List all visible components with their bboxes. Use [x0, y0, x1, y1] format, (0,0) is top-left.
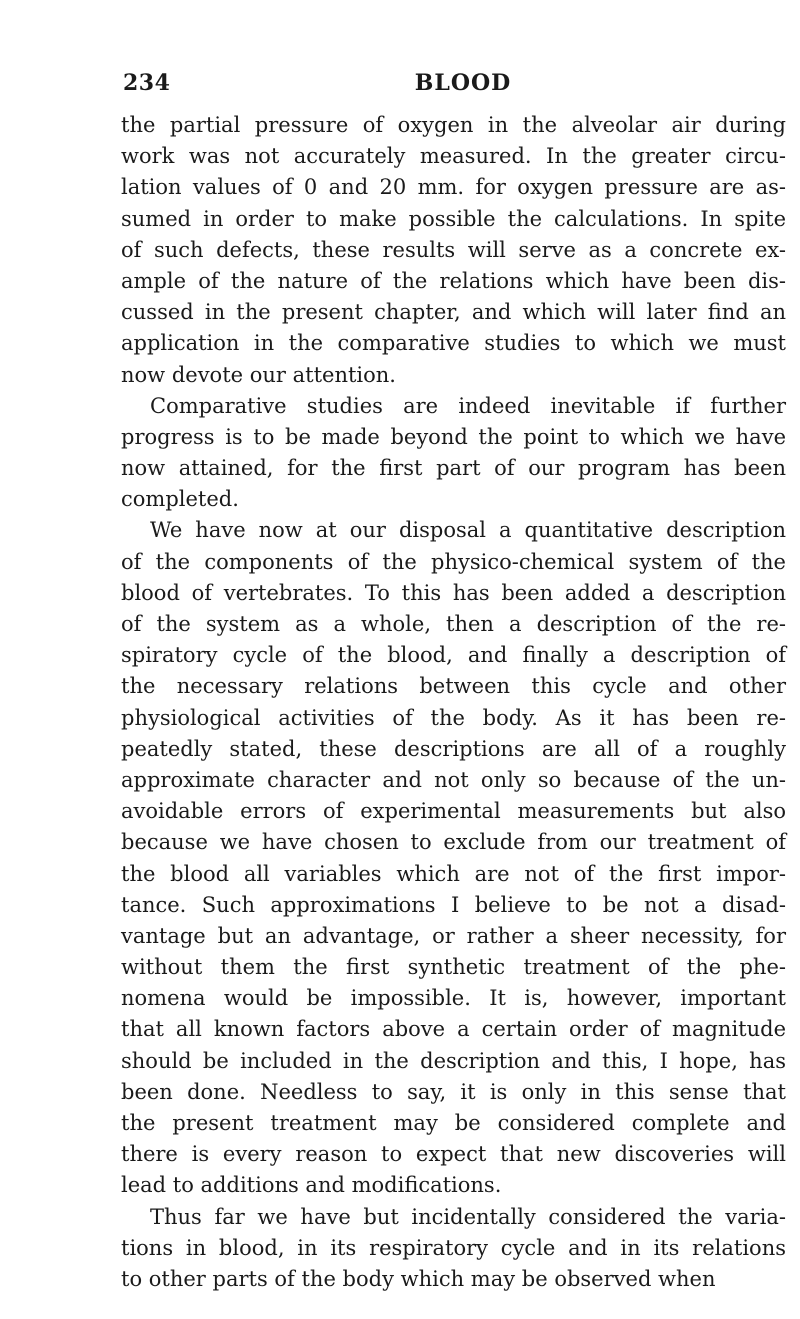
- text-line: vantage but an advantage, or rather a sheer necessity, for: [121, 923, 786, 948]
- text-line: there is every reason to expect that new discoveries will: [121, 1142, 786, 1167]
- text-line: lation values of 0 and 20 mm. for oxygen pressure are as-: [121, 175, 786, 200]
- page-number: 234: [123, 70, 171, 96]
- text-line: that all known factors above a certain order of magnitude: [121, 1017, 786, 1042]
- text-line: now devote our attention.: [121, 362, 396, 387]
- text-line: of the components of the physico-chemical system of the: [121, 549, 786, 574]
- text-line: spiratory cycle of the blood, and finally a description of: [121, 643, 786, 668]
- text-line: been done. Needless to say, it is only in this sense that: [121, 1079, 786, 1104]
- text-line: lead to additions and modifications.: [121, 1173, 502, 1198]
- text-line: the partial pressure of oxygen in the alveolar air during: [121, 113, 786, 137]
- text-line: cussed in the present chapter, and which will later find an: [121, 300, 786, 325]
- text-line: of such defects, these results will serve as a concrete ex-: [121, 237, 786, 262]
- text-line: work was not accurately measured. In the greater circu-: [121, 144, 786, 169]
- text-line: progress is to be made beyond the point to which we have: [121, 424, 786, 449]
- text-line: the blood all variables which are not of the first impor-: [121, 861, 786, 886]
- text-line: completed.: [121, 487, 239, 512]
- text-line: blood of vertebrates. To this has been added a description: [121, 580, 786, 605]
- text-line: Thus far we have but incidentally considered the varia-: [150, 1204, 786, 1229]
- text-line: peatedly stated, these descriptions are all of a roughly: [121, 736, 786, 761]
- text-line: tions in blood, in its respiratory cycle and in its relations: [121, 1235, 786, 1260]
- text-line: tance. Such approximations I believe to be not a disad-: [121, 892, 786, 917]
- text-line: We have now at our disposal a quantitative description: [150, 518, 786, 543]
- text-line: should be included in the description and this, I hope, has: [121, 1048, 786, 1073]
- text-line: nomena would be impossible. It is, however, important: [121, 986, 786, 1011]
- text-line: the present treatment may be considered complete and: [121, 1111, 786, 1135]
- text-line: ample of the nature of the relations which have been dis-: [121, 268, 786, 293]
- text-line: approximate character and not only so because of the un-: [121, 767, 786, 792]
- text-line: avoidable errors of experimental measurements but also: [121, 799, 786, 824]
- body-text: [121, 110, 786, 1295]
- page-header: [123, 70, 783, 102]
- text-line: physiological activities of the body. As it has been re-: [121, 705, 786, 730]
- text-line: of the system as a whole, then a description of the re-: [121, 612, 786, 636]
- paragraph: [121, 1202, 786, 1296]
- paragraph: [121, 391, 786, 516]
- text-line: sumed in order to make possible the calculations. In spite: [121, 206, 786, 231]
- text-line: without them the first synthetic treatment of the phe-: [121, 955, 786, 980]
- paragraph: [121, 515, 786, 1201]
- text-line: the necessary relations between this cycle and other: [121, 674, 786, 699]
- running-title: BLOOD: [414, 70, 512, 96]
- text-line: Comparative studies are indeed inevitable if further: [150, 393, 786, 418]
- text-line: application in the comparative studies to which we must: [121, 331, 786, 356]
- paragraph: [121, 110, 786, 391]
- text-line: to other parts of the body which may be observed when: [121, 1266, 716, 1291]
- text-line: because we have chosen to exclude from our treatment of: [121, 830, 786, 855]
- text-line: now attained, for the first part of our program has been: [121, 456, 786, 481]
